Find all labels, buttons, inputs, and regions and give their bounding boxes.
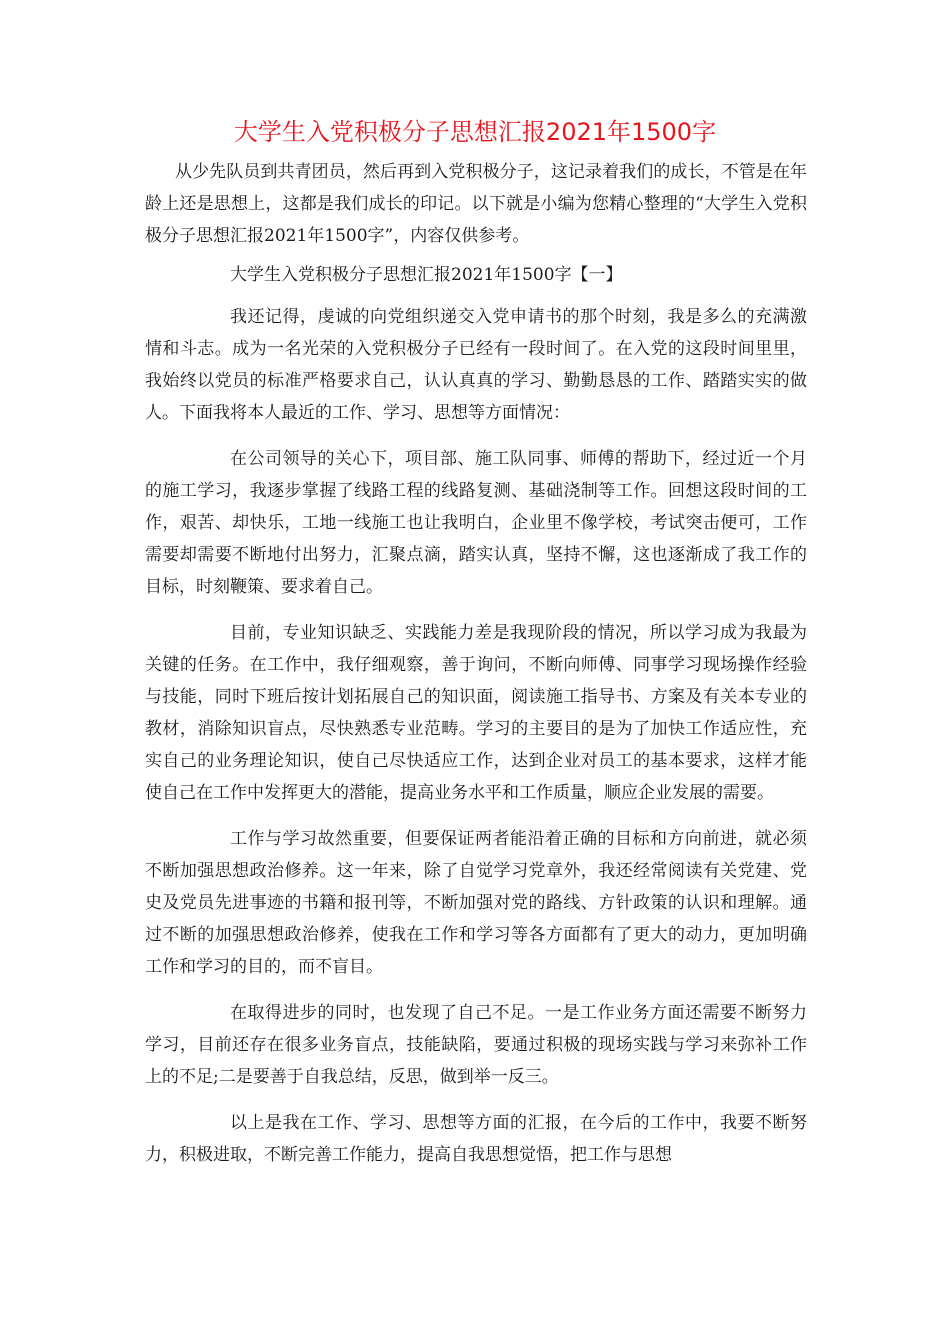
section-heading: 大学生入党积极分子思想汇报2021年1500字【一】	[230, 265, 623, 285]
intro-paragraph: 从少先队员到共青团员，然后再到入党积极分子，这记录着我们的成长，不管是在年龄上还是思想上，这都是我们成长的印记。以下就是小编为您精心整理的“大学生入党积极分子思想汇报2021年1500字”，内容仅供参考。	[145, 162, 807, 246]
paragraph-6: 以上是我在工作、学习、思想等方面的汇报，在今后的工作中，我要不断努力，积极进取，不断完善工作能力，提高自我思想觉悟，把工作与思想	[145, 1113, 807, 1165]
report-body	[145, 301, 807, 1185]
intro-block	[145, 156, 807, 252]
paragraph-5: 在取得进步的同时，也发现了自己不足。一是工作业务方面还需要不断努力学习，目前还存在很多业务盲点，技能缺陷，要通过积极的现场实践与学习来弥补工作上的不足;二是要善于自我总结，反思，做到举一反三。	[145, 1003, 807, 1087]
paragraph-4: 工作与学习故然重要，但要保证两者能沿着正确的目标和方向前进，就必须不断加强思想政治修养。这一年来，除了自觉学习党章外，我还经常阅读有关党建、党史及党员先进事迹的书籍和报刊等，不断加强对党的路线、方针政策的认识和理解。通过不断的加强思想政治修养，使我在工作和学习等各方面都有了更大的动力，更加明确工作和学习的目的，而不盲目。	[145, 829, 807, 977]
document-title: 大学生入党积极分子思想汇报2021年1500字	[233, 118, 717, 146]
paragraph-2: 在公司领导的关心下，项目部、施工队同事、师傅的帮助下，经过近一个月的施工学习，我逐步掌握了线路工程的线路复测、基础浇制等工作。回想这段时间的工作，艰苦、却快乐，工地一线施工也让我明白，企业里不像学校，考试突击便可，工作需要却需要不断地付出努力，汇聚点滴，踏实认真，坚持不懈，这也逐渐成了我工作的目标，时刻鞭策、要求着自己。	[145, 449, 807, 597]
paragraph-3: 目前，专业知识缺乏、实践能力差是我现阶段的情况，所以学习成为我最为关键的任务。在工作中，我仔细观察，善于询问，不断向师傅、同事学习现场操作经验与技能，同时下班后按计划拓展自己的知识面，阅读施工指导书、方案及有关本专业的教材，消除知识盲点，尽快熟悉专业范畴。学习的主要目的是为了加快工作适应性，充实自己的业务理论知识，使自己尽快适应工作，达到企业对员工的基本要求，这样才能使自己在工作中发挥更大的潜能，提高业务水平和工作质量，顺应企业发展的需要。	[145, 623, 807, 803]
paragraph-1: 我还记得，虔诚的向党组织递交入党申请书的那个时刻，我是多么的充满激情和斗志。成为一名光荣的入党积极分子已经有一段时间了。在入党的这段时间里里，我始终以党员的标准严格要求自己，认认真真的学习、勤勤恳恳的工作、踏踏实实的做人。下面我将本人最近的工作、学习、思想等方面情况：	[145, 307, 807, 423]
